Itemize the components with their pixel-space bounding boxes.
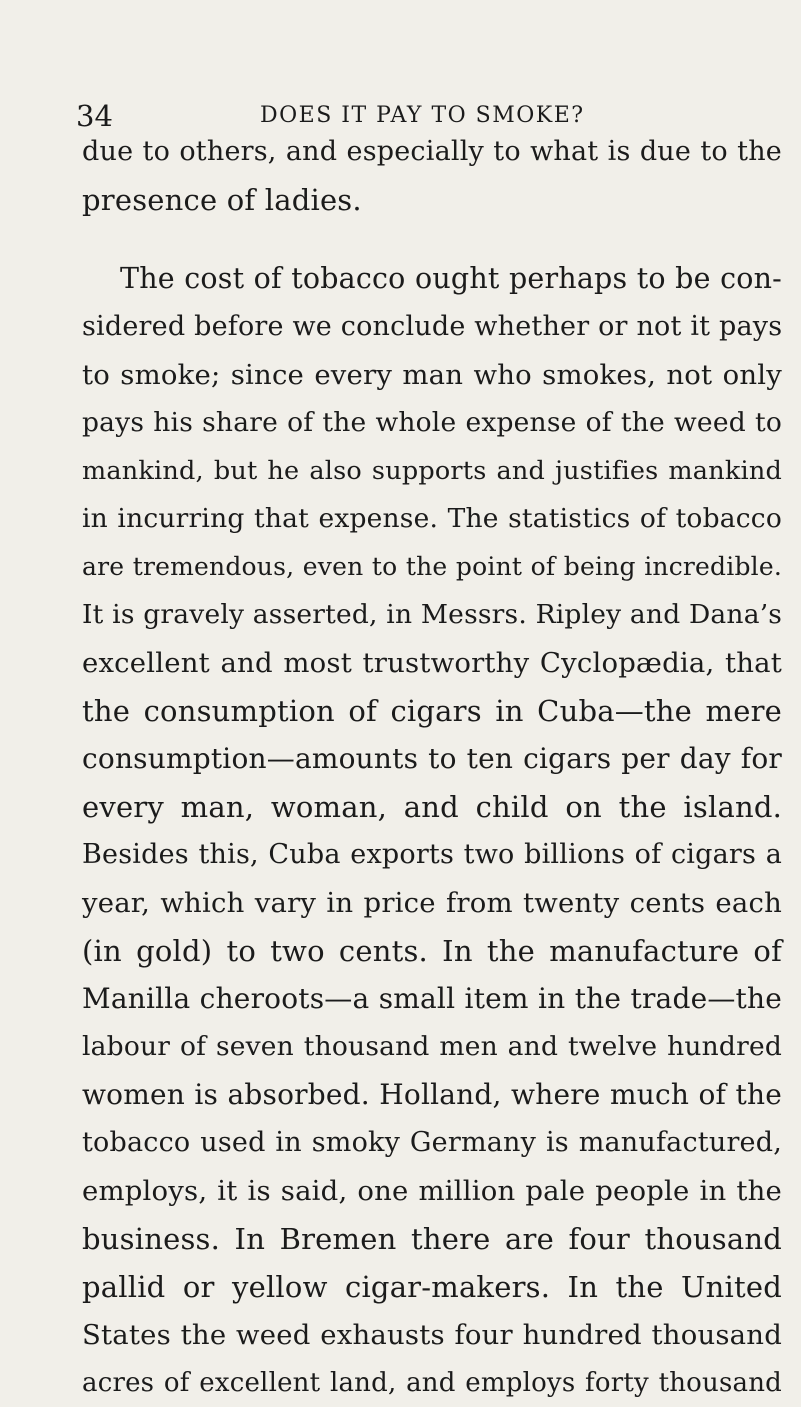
paragraph-2 [82, 255, 782, 1407]
text-line: mankind, but he also supports and justifies mankind [82, 456, 782, 486]
text-line: presence of ladies. [82, 183, 362, 217]
body-text [82, 128, 782, 1407]
text-line: (in gold) to two cents. In the manufacture of [82, 934, 782, 968]
text-line: to smoke; since every man who smokes, not only [82, 359, 782, 391]
text-line: pallid or yellow cigar-makers. In the United [82, 1270, 782, 1304]
running-head: DOES IT PAY TO SMOKE? [260, 103, 585, 128]
text-line: excellent and most trustworthy Cyclopædia, that [82, 647, 782, 679]
paragraph-1 [82, 128, 782, 224]
text-line: acres of excellent land, and employs forty thousand [82, 1368, 782, 1398]
text-line: pays his share of the whole expense of the weed to [82, 407, 782, 438]
text-line: are tremendous, even to the point of being incredible. [82, 552, 782, 581]
text-line: business. In Bremen there are four thousand [82, 1222, 782, 1256]
text-line: The cost of tobacco ought perhaps to be con- [120, 262, 782, 295]
text-line: year, which vary in price from twenty cents each [82, 887, 782, 919]
text-line: Manilla cheroots—a small item in the trade—the [82, 982, 782, 1015]
text-line: women is absorbed. Holland, where much of the [82, 1078, 782, 1111]
text-line: the consumption of cigars in Cuba—the mere [82, 694, 782, 728]
text-line: Besides this, Cuba exports two billions of cigars a [82, 839, 782, 870]
text-line: tobacco used in smoky Germany is manufactured, [82, 1127, 782, 1158]
page-number: 34 [76, 99, 113, 133]
text-line: every man, woman, and child on the island. [82, 790, 782, 824]
text-line: States the weed exhausts four hundred thousand [82, 1319, 782, 1351]
text-line: It is gravely asserted, in Messrs. Ripley and Dana’s [82, 599, 783, 630]
text-line: due to others, and especially to what is due to the [82, 136, 782, 167]
text-line: employs, it is said, one million pale people in the [82, 1175, 782, 1207]
paragraph-gap [82, 224, 782, 255]
text-line: in incurring that expense. The statistics of tobacco [82, 503, 782, 534]
text-line: sidered before we conclude whether or not it pays [82, 311, 783, 342]
text-line: consumption—amounts to ten cigars per day for [82, 742, 782, 775]
text-line: labour of seven thousand men and twelve hundred [82, 1031, 782, 1062]
